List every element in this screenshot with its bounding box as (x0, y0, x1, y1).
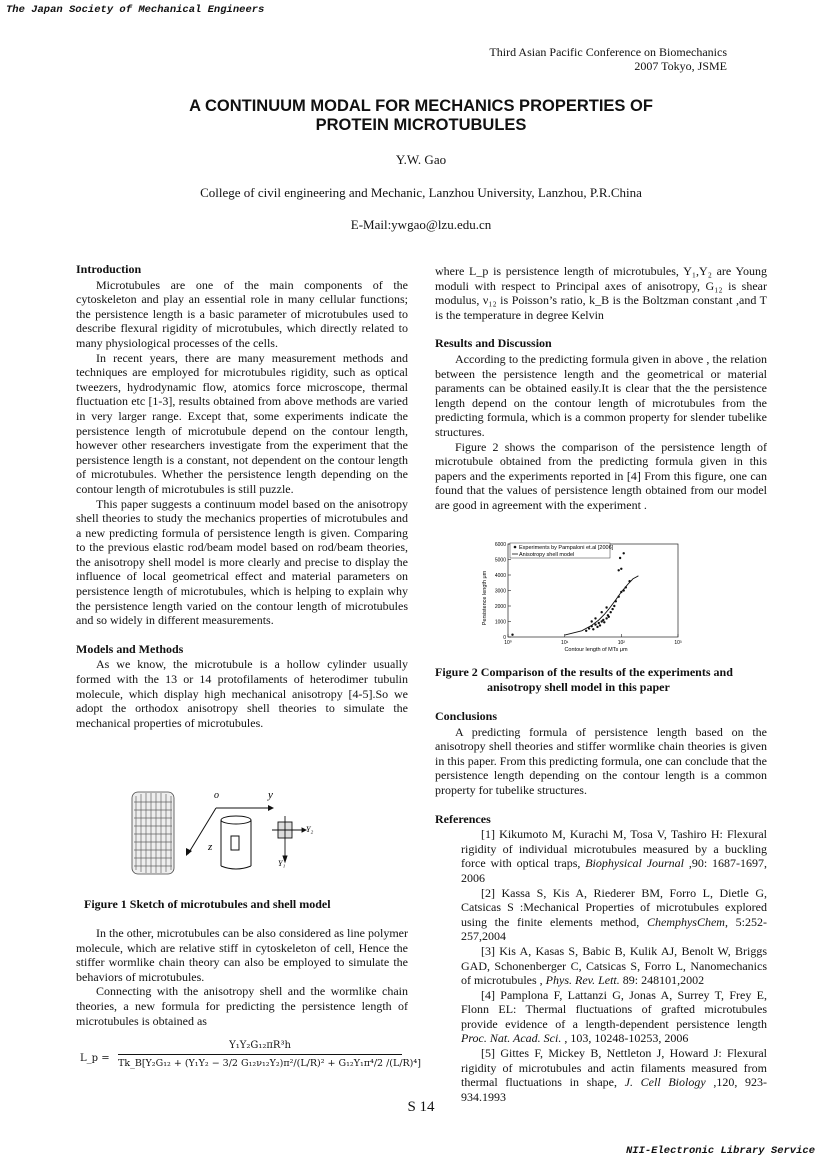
figure-2-caption-line-2: anisotropy shell model in this paper (487, 680, 670, 694)
experiment-point (618, 569, 620, 571)
reference-item (435, 827, 767, 885)
reference-list (435, 827, 767, 1104)
conference-line-2: 2007 Tokyo, JSME (634, 59, 727, 73)
y-tick-label: 0 (503, 635, 506, 641)
experiment-point (619, 557, 621, 559)
library-footer: NII-Electronic Library Service (625, 1145, 815, 1157)
right-column-lower (435, 709, 767, 1104)
reference-item (435, 886, 767, 944)
results-paragraph-2: Figure 2 shows the comparison of the persistence length of microtubule obtained from the predicting formula given in this papers and the experiments reported in [4] From this figure, one can found that the values of persistence length obtained from our model are good in agreement with the experiment . (435, 439, 767, 512)
label-z: z (208, 841, 213, 853)
experiment-point (594, 617, 596, 619)
reference-text: [2] Kassa S, Kis A, Riederer BM, Forro L, Dietle G, Catsicas S :Mechanical Properties of microtubules explored using the finite elements method, (461, 885, 767, 929)
reference-details: ,120, 923-934.1993 (461, 1075, 767, 1104)
intro-paragraph-3: This paper suggests a continuum model based on the anisotropy shell theories to study the mechanics properties of microtubules and a new predicting formula of persistence length is given. Comparing to the previous elastic rod/beam model based on rod/beam theories, the anisotropy shell model is more clearly and precise to display the influence of local geometrical effect and material parameters on persistence length of microtubules, which is helping to explain why the persistence length varied on the contour length of microtubules and so widely in different measurements. (76, 496, 408, 628)
experiment-point (623, 589, 625, 591)
equation-fraction-bar (118, 1054, 402, 1055)
reference-text: [5] Gittes F, Mickey B, Nettleton J, Howard J: Flexural rigidity of microtubules and actin filaments measured from thermal fluctuations in shape, (461, 1046, 767, 1090)
title-line-2: PROTEIN MICROTUBULES (315, 116, 527, 134)
persistence-length-equation (80, 1040, 421, 1084)
equation-numerator: Y₁Y₂G₁₂πR³h (229, 1040, 291, 1051)
affiliation: College of civil engineering and Mechanic, Lanzhou University, Lanzhou, P.R.China (200, 185, 642, 200)
equation-lhs: L_p = (80, 1053, 110, 1064)
models-heading: Models and Methods (76, 641, 184, 656)
email: E-Mail:ywgao@lzu.edu.cn (350, 217, 492, 232)
x-tick-label: 10² (617, 640, 625, 646)
intro-heading: Introduction (76, 262, 142, 276)
experiment-point (623, 552, 625, 554)
label-y2: Y₂ (306, 825, 314, 834)
reference-text: [4] Pamplona F, Lattanzi G, Jonas A, Surrey T, Frey E, Flonn EL: Thermal fluctuations of grafted microtubules provide evidence of a length-dependent persistence length (461, 987, 767, 1031)
legend-experiments: Experiments by Pampaloni et.al [2006] (519, 545, 614, 551)
microtubule-drawing (132, 792, 174, 874)
reference-item (435, 988, 767, 1046)
reference-item (435, 944, 767, 988)
reference-text: [1] Kikumoto M, Kurachi M, Tosa V, Tashiro H: Flexural rigidity of individual microtubules measured by a buckling force with optical traps, (461, 827, 767, 871)
experiment-point (615, 600, 617, 602)
reference-details: 89: 248101,2002 (619, 973, 705, 988)
experiment-point (625, 586, 627, 588)
experiment-point (588, 627, 590, 629)
experiment-point (598, 622, 600, 624)
right-column (435, 264, 767, 513)
reference-details: , 103, 10248-10253, 2006 (561, 1031, 689, 1046)
intro-paragraph-2: In recent years, there are many measurement methods and techniques are employed for microtubules rigidity, such as optical tweezers, hydrodynamic flow, atomics force microscope, thermal fluctuation etc [1-3], results obtained from above methods are varied in very larger range. Except that, some experiments indicate the persistence length of microtubule depend on the contour length, however other researchers investigate from the experiment that the persistence length is a constant, not dependent on the contour length of microtubules. Whether the persistence length depending on the contour length of microtubules is still puzzle. (76, 350, 408, 496)
results-heading: Results and Discussion (435, 336, 552, 351)
left-column-lower (76, 926, 408, 1028)
reference-journal: Proc. Nat. Acad. Sci. (461, 1031, 562, 1046)
experiment-point (601, 611, 603, 613)
conference-info (489, 45, 727, 73)
experiment-point (596, 626, 598, 628)
figure-1-sketch (128, 786, 328, 878)
experiment-point (610, 611, 612, 613)
reference-journal: J. Cell Biology (624, 1075, 706, 1090)
experiment-point (603, 621, 605, 623)
experiment-point (511, 634, 513, 636)
experiment-point (599, 624, 601, 626)
conference-line-1: Third Asian Pacific Conference on Biomechanics (489, 45, 727, 59)
shell-cylinder (221, 816, 251, 869)
models-paragraph-2: In the other, microtubules can be also considered as line polymer molecule, which are relative stiff in cytoskeleton of cell, Hence the stiffer wormlike chain theory can also be employed to simulate the behaviors of microtubules. (76, 926, 408, 984)
chart-legend (510, 543, 614, 558)
references-heading: References (435, 811, 491, 826)
x-tick-label: 10⁰ (504, 640, 512, 646)
reference-journal: Biophysical Journal (585, 856, 685, 871)
page-number: S 14 (407, 1099, 435, 1115)
x-tick-label: 10¹ (561, 640, 569, 646)
models-paragraph-3: Connecting with the anisotropy shell and the wormlike chain theories, a new formula for predicting the persistence length of microtubules is obtained as (76, 984, 408, 1028)
experiment-point (585, 630, 587, 632)
y-tick-label: 3000 (494, 588, 506, 595)
reference-details: , 5:252-257,2004 (461, 914, 767, 944)
y-tick-label: 2000 (494, 604, 506, 610)
experiment-point (608, 616, 610, 618)
reference-journal: ChemphysChem (646, 914, 725, 929)
experiment-point (591, 625, 593, 627)
results-paragraph-1: According to the predicting formula given in above , the relation between the persistence length and the geometrical or material paraments can be obtained easily.It is clear that the the persistence length depend on the contour length of microtubules from the predicting formula, which is a common property for slender tubelike structures. (435, 351, 767, 439)
y-tick-label: 1000 (494, 619, 506, 626)
society-header: The Japan Society of Mechanical Engineers (6, 4, 265, 16)
experiment-point (594, 623, 596, 625)
y-tick-label: 6000 (494, 542, 506, 548)
reference-details: ,90: 1687-1697, 2006 (461, 856, 767, 885)
models-paragraph-1: As we know, the microtubule is a hollow cylinder usually formed with the 13 or 14 protofilaments of heterodimer tubulin molecule, which display high mechanical anisotropy [4-5].So we adopt the orthodox anisotropy shell theories to simulate the mechanical properties of microtubules. (76, 657, 408, 730)
experiment-point (620, 591, 622, 593)
experiment-point (620, 568, 622, 570)
figure-2-caption (435, 665, 775, 695)
experiment-point (611, 608, 613, 610)
legend-model: Anisotropy shell model (519, 552, 575, 558)
experiment-point (602, 619, 604, 621)
experiment-point (605, 617, 607, 619)
author: Y.W. Gao (395, 152, 447, 167)
paper-title (0, 97, 827, 135)
y-tick-label: 4000 (494, 573, 506, 579)
intro-paragraph-1: Microtubules are one of the main components of the cytoskeleton and play an essential role in many cellular functions; the persistence length is a basic parameter of microtubules used to describe flexural rigidity of microtubules, which directly related to many physiological processes of the cells. (76, 277, 408, 350)
label-y1: Y₁ (278, 859, 286, 868)
shell-element (272, 816, 306, 862)
y-tick-label: 5000 (494, 557, 506, 564)
reference-item (435, 1046, 767, 1104)
experiment-point (613, 605, 615, 607)
conclusions-paragraph: A predicting formula of persistence length based on the anisotropy shell theories and stiffer wormlike chain theories is given in this paper. From this predicting formula, one can conclude that the persistence length depending on the contour length is a common property for tubelike structures. (435, 724, 767, 797)
model-curve (565, 576, 639, 635)
where-text: where L_p is persistence length of microtubules, Y₁,Y₂ are Young moduli with respect to Principal axes of anisotropy, G₁₂ is shear modulus, ν₁₂ is Poisson’s ratio, k_B is the Boltzman constant ,and T is the temperature in degree Kelvin (435, 264, 767, 322)
figure-2-caption-line-1: Figure 2 Comparison of the results of the experiments and (435, 665, 733, 679)
experiment-point (628, 580, 630, 582)
experiment-point (618, 596, 620, 598)
equation-denominator: Tk_B[Y₂G₁₂ + (Y₁Y₂ − 3/2 G₁₂ν₁₂Y₂)π²/(L/R)² + G₁₂Y₁π⁴/2 /(L/R)⁴] (118, 1058, 421, 1069)
chart-x-axis-label: Contour length of MTs μm (564, 647, 628, 653)
x-tick-label: 10³ (674, 640, 682, 646)
figure-1-caption: Figure 1 Sketch of microtubules and shell model (84, 897, 331, 911)
figure-2-chart (478, 540, 688, 656)
experiment-point (592, 628, 594, 630)
experiment-point (605, 606, 607, 608)
label-o: o (214, 790, 219, 801)
label-y: y (268, 789, 273, 801)
chart-y-axis-label: Persistence length μm (482, 570, 488, 626)
left-column (76, 262, 408, 730)
reference-journal: Phys. Rev. Lett. (545, 973, 620, 988)
conclusions-heading: Conclusions (435, 709, 498, 723)
experiment-point (591, 620, 593, 622)
title-line-1: A CONTINUUM MODAL FOR MECHANICS PROPERTIES OF (189, 97, 653, 115)
reference-text: [3] Kis A, Kasas S, Babic B, Kulik AJ, Benolt W, Briggs GAD, Schonenberger C, Catsicas S, Forro L, Nanomechanics of microtubules , (461, 943, 767, 988)
